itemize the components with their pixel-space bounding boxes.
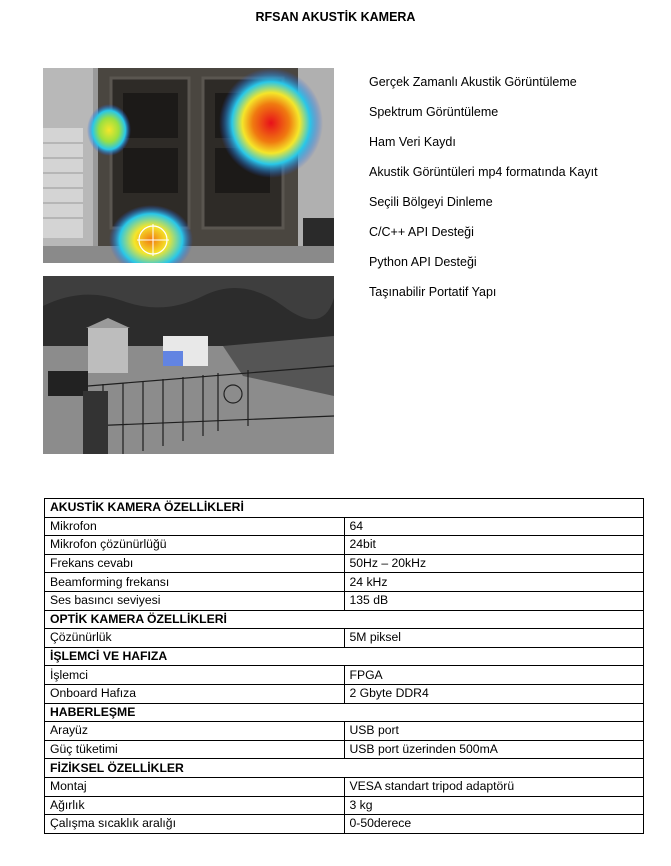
table-row	[45, 722, 644, 741]
spec-value: VESA standart tripod adaptörü	[344, 777, 644, 796]
feature-item: Ham Veri Kaydı	[369, 135, 456, 149]
spec-value: 24 kHz	[344, 573, 644, 592]
feature-item: Gerçek Zamanlı Akustik Görüntüleme	[369, 75, 577, 89]
table-row	[45, 796, 644, 815]
spec-label: Beamforming frekansı	[45, 573, 345, 592]
feature-item: Python API Desteği	[369, 255, 477, 269]
spec-value: 3 kg	[344, 796, 644, 815]
spec-label: Ağırlık	[45, 796, 345, 815]
heatmap-door-scene	[43, 68, 334, 263]
feature-item: Seçili Bölgeyi Dinleme	[369, 195, 493, 209]
optical-camera-image	[43, 276, 334, 454]
table-row	[45, 629, 644, 648]
section-header-row	[45, 610, 644, 629]
acoustic-heatmap-image	[43, 68, 334, 263]
table-row	[45, 536, 644, 555]
feature-item: Taşınabilir Portatif Yapı	[369, 285, 497, 299]
table-row	[45, 777, 644, 796]
section-header-row	[45, 499, 644, 518]
section-header: FİZİKSEL ÖZELLİKLER	[45, 759, 644, 778]
table-row	[45, 591, 644, 610]
table-row	[45, 684, 644, 703]
spec-label: Frekans cevabı	[45, 554, 345, 573]
spec-value: 50Hz – 20kHz	[344, 554, 644, 573]
spec-value: 24bit	[344, 536, 644, 555]
spec-value: 0-50derece	[344, 815, 644, 834]
section-header: HABERLEŞME	[45, 703, 644, 722]
spec-label: İşlemci	[45, 666, 345, 685]
spec-label: Montaj	[45, 777, 345, 796]
spec-label: Güç tüketimi	[45, 740, 345, 759]
spec-table	[44, 498, 644, 834]
spec-value: USB port üzerinden 500mA	[344, 740, 644, 759]
outdoor-scene	[43, 276, 334, 454]
table-row	[45, 815, 644, 834]
section-header: İŞLEMCİ VE HAFIZA	[45, 647, 644, 666]
feature-item: Spektrum Görüntüleme	[369, 105, 499, 119]
spec-label: Mikrofon	[45, 517, 345, 536]
spec-value: 64	[344, 517, 644, 536]
spec-label: Mikrofon çözünürlüğü	[45, 536, 345, 555]
section-header-row	[45, 647, 644, 666]
spec-label: Ses basıncı seviyesi	[45, 591, 345, 610]
section-header-row	[45, 759, 644, 778]
section-header-row	[45, 703, 644, 722]
table-row	[45, 554, 644, 573]
spec-value: FPGA	[344, 666, 644, 685]
feature-item: Akustik Görüntüleri mp4 formatında Kayıt	[369, 165, 598, 179]
feature-list	[369, 72, 619, 312]
spec-value: 2 Gbyte DDR4	[344, 684, 644, 703]
spec-value: USB port	[344, 722, 644, 741]
table-row	[45, 573, 644, 592]
spec-value: 5M piksel	[344, 629, 644, 648]
spec-value: 135 dB	[344, 591, 644, 610]
spec-label: Arayüz	[45, 722, 345, 741]
table-row	[45, 517, 644, 536]
section-header: AKUSTİK KAMERA ÖZELLİKLERİ	[45, 499, 644, 518]
spec-label: Çözünürlük	[45, 629, 345, 648]
spec-label: Onboard Hafıza	[45, 684, 345, 703]
table-row	[45, 666, 644, 685]
spec-label: Çalışma sıcaklık aralığı	[45, 815, 345, 834]
document-title: RFSAN AKUSTİK KAMERA	[255, 10, 416, 24]
section-header: OPTİK KAMERA ÖZELLİKLERİ	[45, 610, 644, 629]
table-row	[45, 740, 644, 759]
feature-item: C/C++ API Desteği	[369, 225, 474, 239]
